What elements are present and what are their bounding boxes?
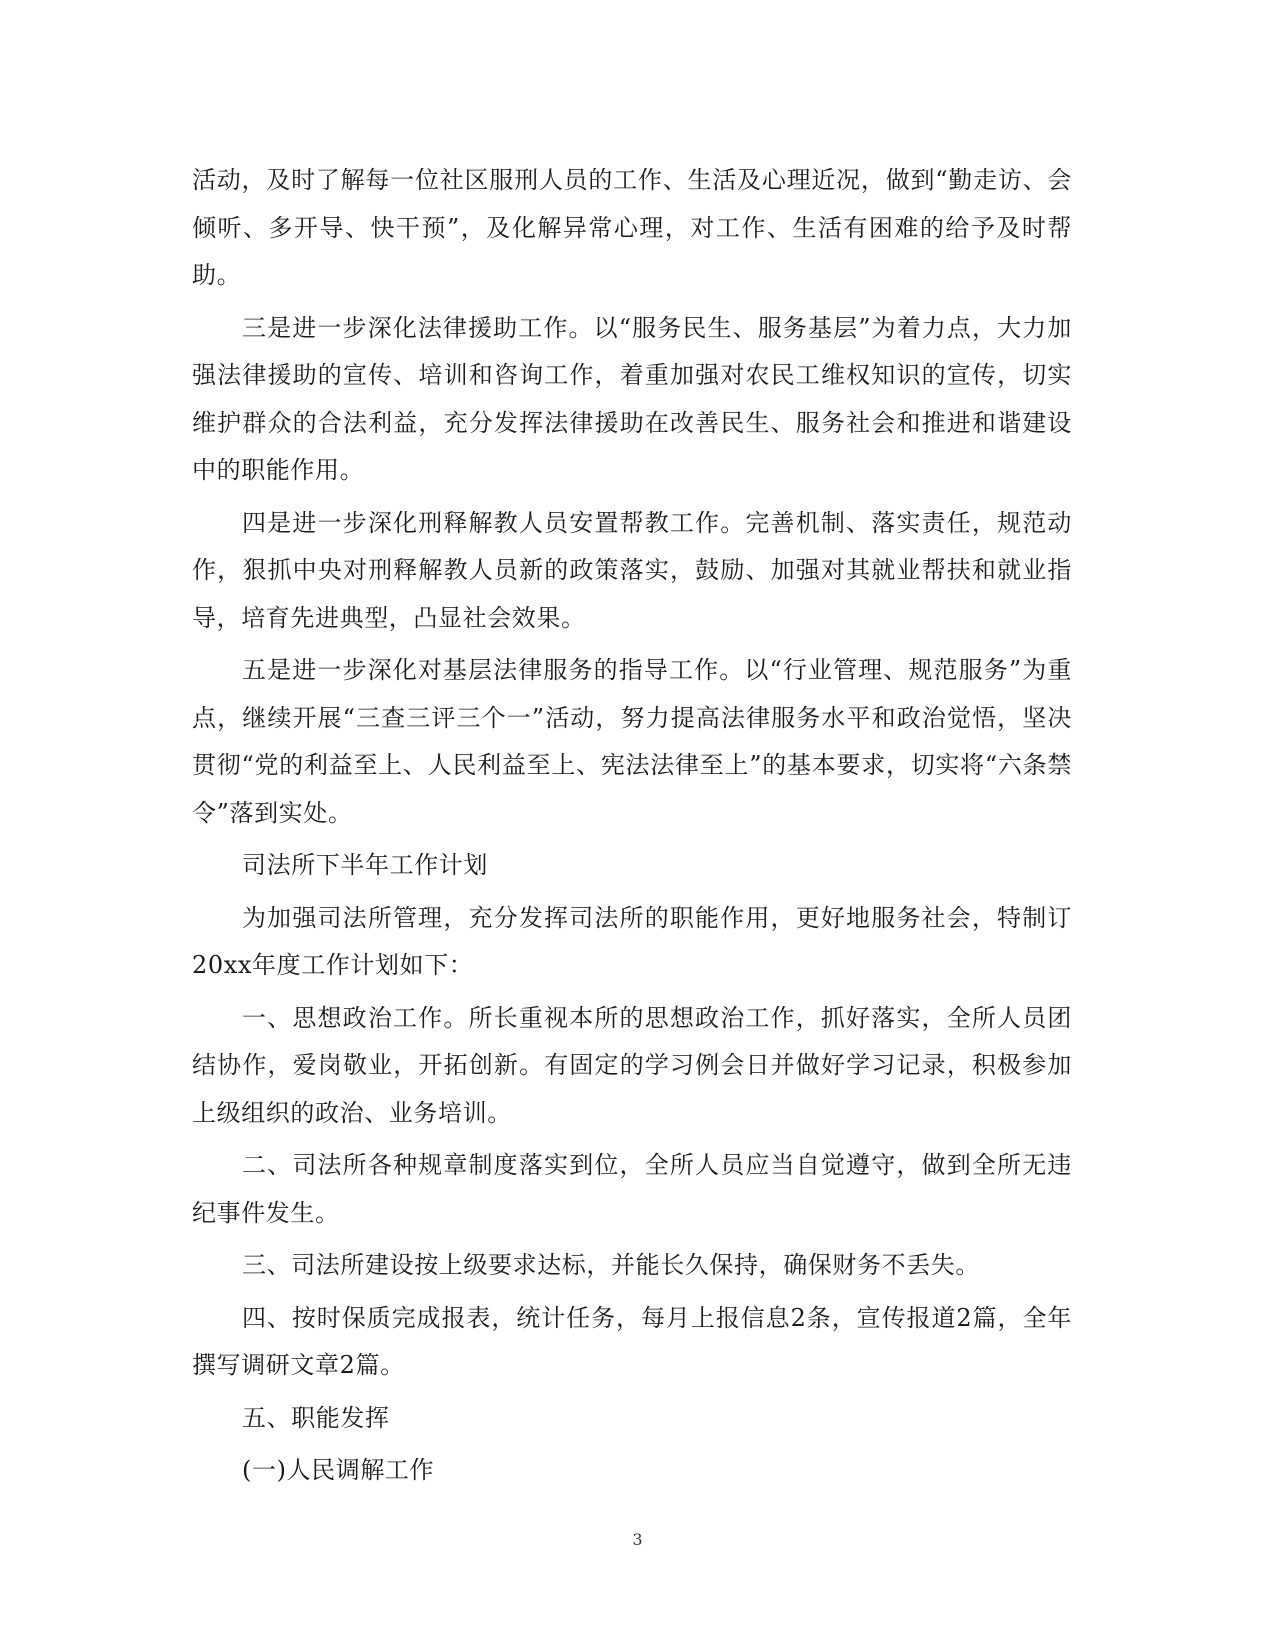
page-number: 3	[632, 1530, 643, 1549]
paragraph-resettlement: 四是进一步深化刑释解教人员安置帮教工作。完善机制、落实责任，规范动作，狠抓中央对刑释解教人员新的政策落实，鼓励、加强对其就业帮扶和就业指导，培育先进典型，凸显社会效果。	[192, 508, 1072, 632]
paragraph-item-3: 三、司法所建设按上级要求达标，并能长久保持，确保财务不丢失。	[242, 1251, 980, 1279]
subheading-mediation: (一)人民调解工作	[242, 1456, 435, 1484]
paragraph-item-1: 一、思想政治工作。所长重视本所的思想政治工作，抓好落实，全所人员团结协作，爱岗敬业，开拓创新。有固定的学习例会日并做好学习记录，积极参加上级组织的政治、业务培训。	[192, 1003, 1072, 1127]
paragraph-legal-service-guidance: 五是进一步深化对基层法律服务的指导工作。以“行业管理、规范服务”为重点，继续开展“三查三评三个一”活动，努力提高法律服务水平和政治觉悟，坚决贯彻“党的利益至上、人民利益至上、宪法法律至上”的基本要求，切实将“六条禁令”落到实处。	[192, 656, 1072, 827]
section-heading: 司法所下半年工作计划	[242, 851, 488, 879]
paragraph-item-5: 五、职能发挥	[242, 1403, 390, 1432]
paragraph-intro: 为加强司法所管理，充分发挥司法所的职能作用，更好地服务社会，特制订20xx年度工作计划如下：	[192, 903, 1072, 979]
paragraph-continuation: 活动，及时了解每一位社区服刑人员的工作、生活及心理近况，做到“勤走访、会倾听、多开导、快干预”，及化解异常心理，对工作、生活有困难的给予及时帮助。	[192, 166, 1072, 289]
document-body	[192, 157, 1072, 1500]
paragraph-item-2: 二、司法所各种规章制度落实到位，全所人员应当自觉遵守，做到全所无违纪事件发生。	[192, 1151, 1072, 1227]
paragraph-legal-aid: 三是进一步深化法律援助工作。以“服务民生、服务基层”为着力点，大力加强法律援助的宣传、培训和咨询工作，着重加强对农民工维权知识的宣传，切实维护群众的合法利益，充分发挥法律援助在改善民生、服务社会和推进和谐建设中的职能作用。	[192, 313, 1072, 484]
paragraph-item-4: 四、按时保质完成报表，统计任务，每月上报信息2条，宣传报道2篇，全年撰写调研文章2篇。	[192, 1303, 1072, 1379]
